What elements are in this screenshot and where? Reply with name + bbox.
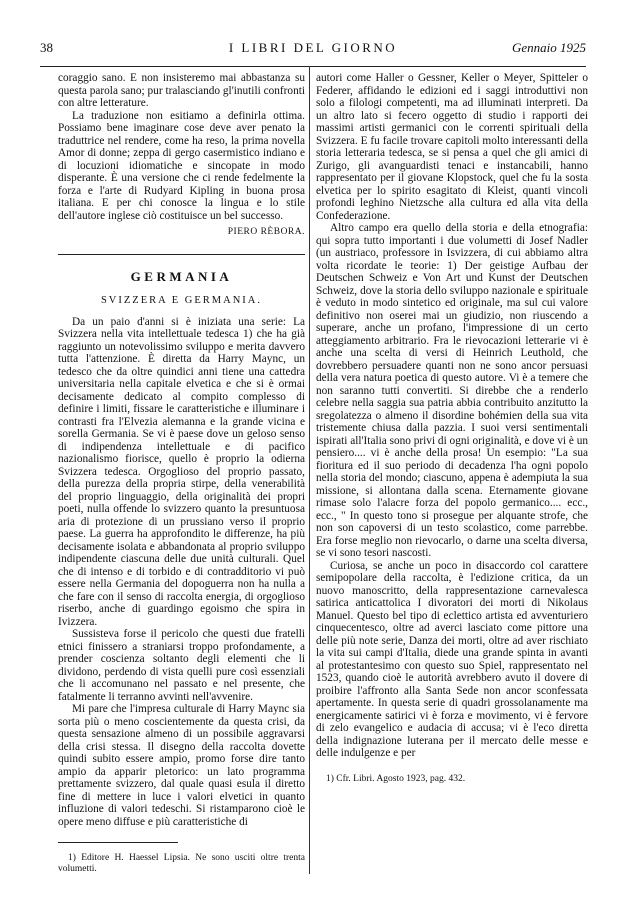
paragraph: Mi pare che l'impresa culturale di Harry Maync sia sorta più o meno coscientemente da questa crisi, da questa sensazione almeno di un possibile aggravarsi della crisi stessa. Il disegno della raccolta dovette quindi subito essere ampio, promo forse dire tanto ampio da apparir pletorico: un lato programma prettamente svizzero, dal quale quasi esula il diretto fine di mettere in luce i valori elvetici in quanto influzione di valori tedeschi. Si ristamparono cioè le opere meno diffuse e più caratteristiche di: [58, 703, 305, 828]
running-header: [40, 40, 586, 60]
page-number: 38: [40, 40, 53, 55]
author-signature: PIERO RÈBORA.: [227, 227, 305, 237]
section-rule: [58, 254, 305, 255]
paragraph: Da un paio d'anni si è iniziata una serie: La Svizzera nella vita intellettuale tedesca 1) che ha già raggiunto un notevolissimo sviluppo e merita davvero tutta l'attenzione. È diretta da Harry Maync, un tedesco che da oltre quindici anni tiene una cattedra universitaria nella capitale elvetica e che si è ormai decisamente dedicato al compito complesso di definire i limiti, fissare le caratteristiche e illuminare i contrasti fra l'Elvezia alemanna e la grande vicina e sorella Germania. Se vi è paese dove un geloso senso di indipendenza intellettuale e di pacifico nazionalismo fiorisce, quello è proprio la odierna Svizzera tedesca. Orgoglioso del proprio passato, della purezza della propria stirpe, della venerabilità del proprio linguaggio, della originalità dei propri poeti, nulla offende lo svizzero quanto la presuntuosa aria di protezione di un prussiano verso il proprio paese. La guerra ha approfondito le differenze, ha più decisamente isolata e abbandonata al proprio sviluppo indipendente ciascuna delle due unità culturali. Quel che di intenso e di torbido e di contradditorio vi può essere nella Germania del dopoguerra non ha nulla a che fare con il senso di raccolta energia, di orgoglioso riserbo, anche di guardingo egoismo che spira in Ivizzera.: [58, 315, 305, 628]
section-title: GERMANIA: [130, 268, 233, 284]
paragraph: Altro campo era quello della storia e della etnografia: qui sopra tutto importanti i due volumetti di Josef Nadler (un austriaco, professore in Isvizzera, di cui abbiamo altra volta ricordate le teorie: 1) Der geistige Aufbau der Deutschen Schweiz e Von Art und Kunst der Deutschen Schweiz, dove la storia dello sviluppo nazionale e spirituale è veduto in modo sintetico ed originale, ma sul cui valore definitivo non oserei mai un giudizio, non riuscendo a superare, anche un profano, l'impressione di un certo atteggiamento arbitrario. Fra le rievocazioni letterarie vi è anche una scelta di versi di Heinrich Leuthold, che dovrebbero persuadere quanti non ne sono ancor persuasi della vera natura poetica di questo autore. Vi è a temere che non saranno tutti convertiti. Si direbbe che a renderlo celebre nella saggia sua patria abbia contribuito anzitutto la sregolatezza o almeno il disordine bohémien della sua vita tristemente chiusa dalla pazzia. I suoi versi sentimentali ispirati all'Italia sono privi di ogni originalità, e dove vi è un pensiero.... vi è anche della prosa! Un esempio: "La sua fioritura ed il suo periodo di decadenza l'ha ogni popolo nella storia del mondo; ciascuno, appena è adempiuta la sua missione, si allontana dalla scena. Eternamente giovane rimase solo l'alacre forza del popolo germanico.... ecc., ecc., " In questo tono si prosegue per alquante strofe, che non son capoversi di un testo scolastico, come parrebbe. Era forse meglio non rievocarlo, o darne una scelta diversa, se vi sono tesori nascosti.: [316, 222, 588, 559]
paragraph: autori come Haller o Gessner, Keller o Meyer, Spitteler o Federer, affidando le edizioni ed i saggi introduttivi non solo a filologi competenti, ma ad illuminati interpreti. Da un altro lato si fecero oggetto di studio i rapporti dei massimi artisti germanici con le correnti spirituali della Svizzera. E fu facile trovare capitoli molto interessanti della storia letteraria tedesca, se si pensa a quel che gli amici di Zurigo, gli avanguardisti tenaci e instancabili, hanno rappresentato per il giovane Klopstock, quel che fu la sosta elvetica per lo spirito esagitato di Kleist, quanti vincoli profondi leghino Nietzsche alla cultura ed alla vita della Confederazione.: [316, 72, 588, 222]
paragraph: La traduzione non esitiamo a definirla ottima. Possiamo bene imaginare cose deve aver penato la traduttrice nel rendere, come ha reso, la prima novella Amor di donne; zeppa di gergo casermistico indiano e di locuzioni idiomatiche e sincopate in modo disperante. È una versione che ci rende fedelmente la forza e l'arte di Rudyard Kipling in buona prosa italiana. E per chi conosce la lingua e lo stile dell'autore inglese ciò costituisce un bel successo.: [58, 109, 305, 222]
footnote-rule: [58, 842, 178, 843]
issue-date: Gennaio 1925: [511, 40, 586, 55]
journal-title: I LIBRI DEL GIORNO: [228, 40, 398, 55]
header-rule: [40, 66, 586, 67]
paragraph: Curiosa, se anche un poco in disaccordo col carattere semipopolare della raccolta, è l'edizione critica, da un nuovo manoscritto, della rappresentazione carnevalesca satirica anticattolica I divoratori dei morti di Nikolaus Manuel. Questo bel tipo di eclettico artista ed avventuriero cinquecentesco, oltre ad averci lasciato come pittore una delle più note serie, Danza dei morti, oltre ad aver rischiato la vita sui campi d'Italia, diede una grande spinta in avanti al protestantesimo con questo suo Spiel, rappresentato nel 1523, quando cioè le autorità avrebbero avuto il dovere di proibire l'affronto alla Santa Sede non ancor sconfessata apertamente. In questa serie di quadri grossolanamente ma energicamente satirici vi è forza e movimento, vi è fervore di zelo evangelico e audacia di accusa; vi è l'eco diretta della indignazione luterana per il mercato delle messe e delle indulgenze e per: [316, 559, 588, 759]
left-column: [58, 72, 305, 875]
right-column: [316, 72, 588, 785]
section-subtitle: SVIZZERA E GERMANIA.: [100, 295, 263, 306]
paragraph: Sussisteva forse il pericolo che questi due fratelli etnici finissero a straniarsi troppo profondamente, a prender coscienza soltanto degli elementi che li dividono, perdendo di vista quelli pure così essenziali che li accomunano nel passato e nel presente, che fatalmente li terranno avvinti nell'avvenire.: [58, 628, 305, 703]
footnote: 1) Editore H. Haessel Lipsia. Ne sono usciti oltre trenta volumetti.: [58, 853, 305, 874]
column-divider: [309, 66, 310, 874]
paragraph: coraggio sano. E non insisteremo mai abbastanza su questa parola sano; pur tralasciando gl'inutili confronti con altre letterature.: [58, 72, 305, 109]
footnote: 1) Cfr. Libri. Agosto 1923, pag. 432.: [326, 773, 466, 784]
